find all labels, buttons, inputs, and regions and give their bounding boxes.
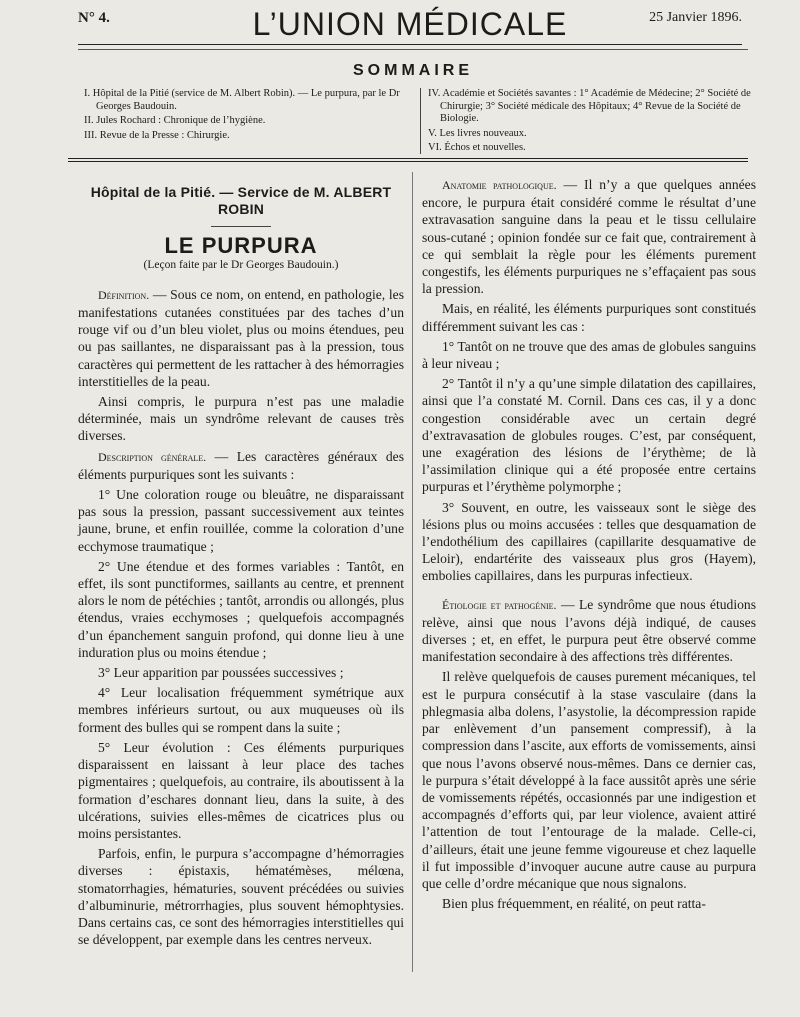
paragraph: 2° Une étendue et des formes variables : Tantôt, en effet, ils sont punctiformes, saillants au centre, et prennent alors le nom de pétéchies ; tantôt, arrondis ou allongés, plus étendus, vraies ecchymoses ; quelquefois accompagnés d’un épanchement sanguin profond, qui donne lieu à une induration plus ou moins étendue ;: [78, 558, 404, 660]
column-divider: [412, 172, 413, 972]
paragraph: Anatomie pathologique. — Il n’y a que quelques années encore, le purpura était considéré comme le résultat d’une extravasation sanguine dans la peau et le tissu cellulaire sous-cutané ; opinion fondée sur ce fait que, contrairement à ce qui semblait la règle pour les éléments purement congestifs, les éléments purpuriques ne s’effaçaient pas sous la pression.: [422, 177, 756, 297]
divider: [68, 158, 748, 162]
table-of-contents: [78, 44, 751, 156]
article-right-column: [422, 176, 756, 915]
paragraph: 5° Leur évolution : Ces éléments purpuriques disparaissent en laissant à leur place des taches pigmentaires ; quelquefois, au contraire, ils aboutissent à la formation d’eschares donnant lieu, dans la suite, à des ulcérations, suivies elles-mêmes de cicatrices plus ou moins persistantes.: [78, 739, 404, 841]
section-heading: Étiologie et pathogénie.: [442, 597, 557, 612]
sommaire-left-column: [84, 88, 414, 144]
journal-title: L’UNION MÉDICALE: [252, 6, 568, 42]
paragraph: Définition. — Sous ce nom, on entend, en pathologie, les manifestations cutanées constituées par des taches d’un rouge vif ou d’un bleu violet, plus ou moins étendues, peu ou pas saillantes, ne disparaissant pas à la pression, tous caractères qui permettent de les rattacher à des hémorragies interstitielles de la peau.: [78, 286, 404, 389]
article-left-column: [78, 176, 404, 951]
toc-item: IV. Académie et Sociétés savantes : 1° Académie de Médecine; 2° Société de Chirurgie; 3° Société médicale des Hôpitaux; 4° Revue de la Société de Biologie.: [428, 88, 751, 124]
article-byline: (Leçon faite par le Dr Georges Baudouin.): [143, 258, 339, 271]
paragraph: 3° Leur apparition par poussées successives ;: [98, 665, 344, 681]
sommaire-right-column: [428, 88, 758, 157]
sommaire-title: SOMMAIRE: [353, 62, 473, 79]
paragraph: Ainsi compris, le purpura n’est pas une maladie déterminée, mais un syndrôme relevant de causes très diverses.: [78, 394, 404, 444]
issue-number: N° 4.: [78, 10, 110, 26]
toc-item: III. Revue de la Presse : Chirurgie.: [84, 129, 230, 141]
paragraph: 2° Tantôt il n’y a qu’une simple dilatation des capillaires, ainsi que l’a constaté M. Cornil. Dans ces cas, il y a donc congestion considérable avec un certain degré d’extravasation de globules rouges. C’est, par conséquent, une exagération des lésions de l’érythème; de là l’assimilation clinique qui a été proposée entre certains purpuras et l’érythème polymorphe ;: [422, 376, 756, 495]
divider: [211, 226, 271, 227]
paragraph: 1° Tantôt on ne trouve que des amas de globules sanguins à leur niveau ;: [422, 338, 756, 372]
paragraph: Il relève quelquefois de causes purement mécaniques, tel est le purpura consécutif à la stase vasculaire (dans la phlegmasia alba dolens, l’asystolie, la décompression rapide par enlèvement d’un pansement compressif), à la compression dans l’ascite, aux efforts de vomissements, ainsi que nous l’avons observé nous-mêmes. Dans ce dernier cas, le purpura s’était développé à la face aussitôt après une série de vomissements répétés, occasionnés par une indigestion et accompagnés d’efforts qui, par leur violence, avaient attiré l’attention de tout l’entourage de la malade. Celle-ci, d’ailleurs, était une jeune femme vigoureuse et chez laquelle il fut impossible d’invoquer aucune autre cause au purpura que celle d’ordre mécanique que nous signalons.: [422, 669, 756, 891]
toc-item: VI. Échos et nouvelles.: [428, 142, 526, 153]
paragraph: 3° Souvent, en outre, les vaisseaux sont le siège des lésions plus ou moins accusées : telles que desquamation de l’endothélium des capillaires (capillarite desquamative de Leloir), endartérite des vaisseaux plus gros (Hayem), embolies capillaires, dans les purpuras infectieux.: [422, 499, 756, 584]
paragraph: Bien plus fréquemment, en réalité, on peut ratta-: [442, 896, 706, 912]
toc-item: I. Hôpital de la Pitié (service de M. Albert Robin). — Le purpura, par le Dr Georges Baudouin.: [84, 88, 400, 112]
paragraph: Description générale. — Les caractères généraux des éléments purpuriques sont les suivants :: [78, 448, 404, 482]
masthead: [78, 4, 742, 45]
section-heading: Anatomie pathologique.: [442, 178, 557, 192]
divider: [420, 88, 421, 154]
section-heading: Description générale.: [98, 449, 207, 464]
divider: [78, 49, 748, 50]
issue-date: 25 Janvier 1896.: [649, 10, 742, 25]
service-heading: Hôpital de la Pitié. — Service de M. ALBERT ROBIN: [90, 184, 392, 218]
paragraph: Parfois, enfin, le purpura s’accompagne d’hémorragies diverses : épistaxis, hématémèses, mélœna, stomatorrhagies, hématuries, souvent précédées ou suivies d’albuminurie, métrorrhagies, plus souvent hémophtysies. Dans certains cas, ce sont des hémorragies interstitielles qui se développent, par exemple dans les centres nerveux.: [78, 846, 404, 948]
toc-item: II. Jules Rochard : Chronique de l’hygiène.: [84, 115, 266, 126]
paragraph: Étiologie et pathogénie. — Le syndrôme que nous étudions relève, ainsi que nous l’avons déjà indiqué, de causes diverses ; et, en effet, le purpura peut être observé comme manifestation secondaire à des affections très différentes.: [422, 596, 757, 665]
paragraph: Mais, en réalité, les éléments purpuriques sont constitués différemment suivant les cas :: [422, 301, 756, 334]
toc-item: V. Les livres nouveaux.: [428, 127, 527, 139]
article-title: LE PURPURA: [164, 233, 318, 259]
spacer: [422, 588, 756, 596]
section-heading: Définition.: [98, 287, 150, 302]
paragraph: 1° Une coloration rouge ou bleuâtre, ne disparaissant pas sous la pression, passant successivement aux teintes jaune, brune, et enfin rouillée, comme la coloration d’une ecchymose traumatique ;: [78, 487, 404, 554]
paragraph: 4° Leur localisation fréquemment symétrique aux membres inférieurs surtout, ou aux muqueuses où ils forment des bulles qui se rompent dans la suite ;: [78, 685, 404, 735]
